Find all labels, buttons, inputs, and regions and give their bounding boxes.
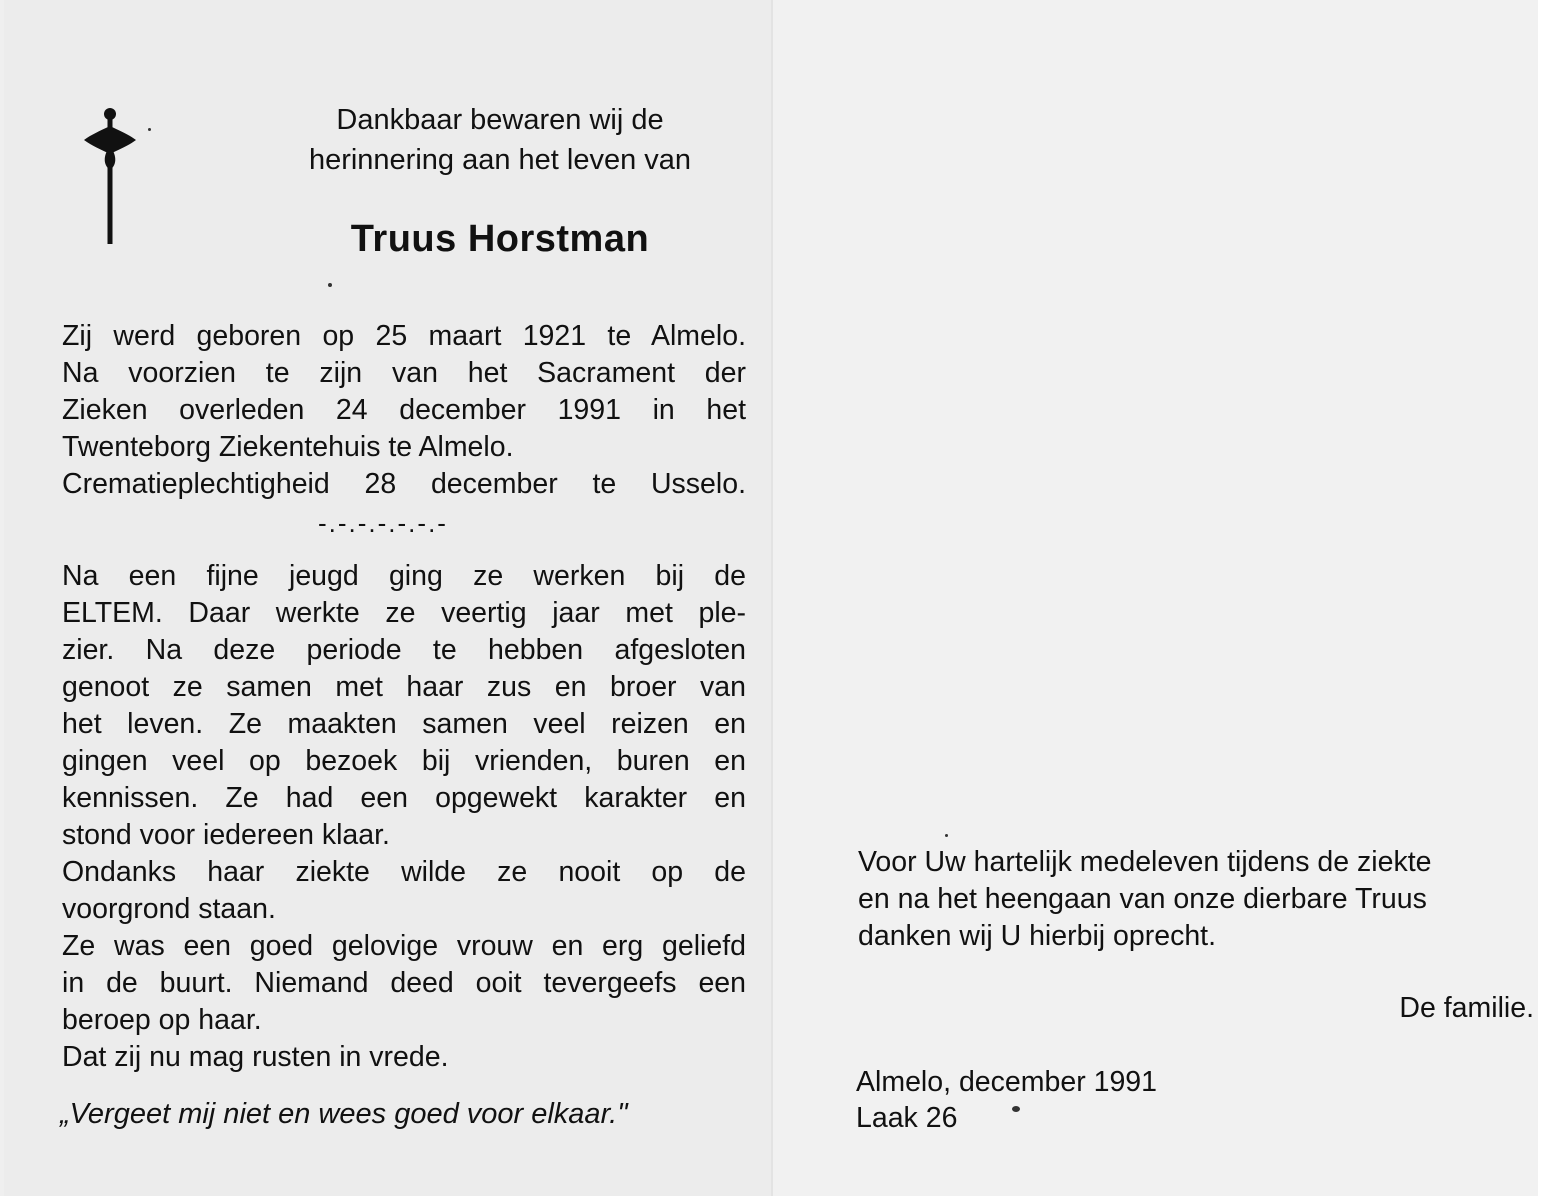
biography-line: in de buurt. Niemand deed ooit tevergeefs een [62,967,746,999]
biography-paragraph [62,558,746,1076]
thanks-line: en na het heengaan van onze dierbare Truus [858,883,1427,915]
place-date: Almelo, december 1991 [856,1066,1158,1098]
fold-line [771,0,773,1196]
facts-line: Zij werd geboren op 25 maart 1921 te Almelo. [62,320,746,352]
biography-line: stond voor iedereen klaar. [62,819,390,851]
print-speck [328,283,332,287]
biography-line: kennissen. Ze had een opgewekt karakter en [62,782,746,814]
biography-line: het leven. Ze maakten samen veel reizen en [62,708,746,740]
print-speck [945,834,948,837]
scan-edge-bottom [0,1196,1545,1200]
facts-line: Twenteborg Ziekentehuis te Almelo. [62,431,514,463]
thanks-paragraph [858,844,1538,955]
intro-line: Dankbaar bewaren wij de [336,104,664,136]
facts-line: Zieken overleden 24 december 1991 in het [62,394,746,426]
scan-edge-right [1538,0,1545,1200]
biography-line: gingen veel op bezoek bij vrienden, buren en [62,745,746,777]
deceased-name: Truus Horstman [350,218,650,260]
place-date-block [856,1064,1256,1136]
print-speck [148,128,151,131]
intro-text [250,100,750,180]
biography-line: Ondanks haar ziekte wilde ze nooit op de [62,856,746,888]
thanks-line: danken wij U hierbij oprecht. [858,920,1217,952]
facts-line: Na voorzien te zijn van het Sacrament der [62,357,746,389]
divider: -.-.-.-.-.-.- [318,508,448,538]
closing-quote: „Vergeet mij niet en wees goed voor elkaar." [60,1098,628,1130]
biography-line: ELTEM. Daar werkte ze veertig jaar met ple- [62,597,746,629]
biography-line: Na een fijne jeugd ging ze werken bij de [62,560,746,592]
family-signature: De familie. [1399,992,1534,1024]
facts-paragraph [62,318,746,503]
intro-line: herinnering aan het leven van [308,144,692,176]
cross-icon [82,106,138,246]
thanks-line: Voor Uw hartelijk medeleven tijdens de ziekte [858,846,1432,878]
address: Laak 26 [856,1102,958,1134]
biography-line: zier. Na deze periode te hebben afgesloten [62,634,746,666]
biography-line: Dat zij nu mag rusten in vrede. [62,1041,449,1073]
biography-line: Ze was een goed gelovige vrouw en erg geliefd [62,930,746,962]
biography-line: beroep op haar. [62,1004,262,1036]
biography-line: voorgrond staan. [62,893,276,925]
biography-line: genoot ze samen met haar zus en broer van [62,671,746,703]
print-speck [1012,1106,1020,1112]
facts-line: Crematieplechtigheid 28 december te Usselo. [62,468,746,500]
